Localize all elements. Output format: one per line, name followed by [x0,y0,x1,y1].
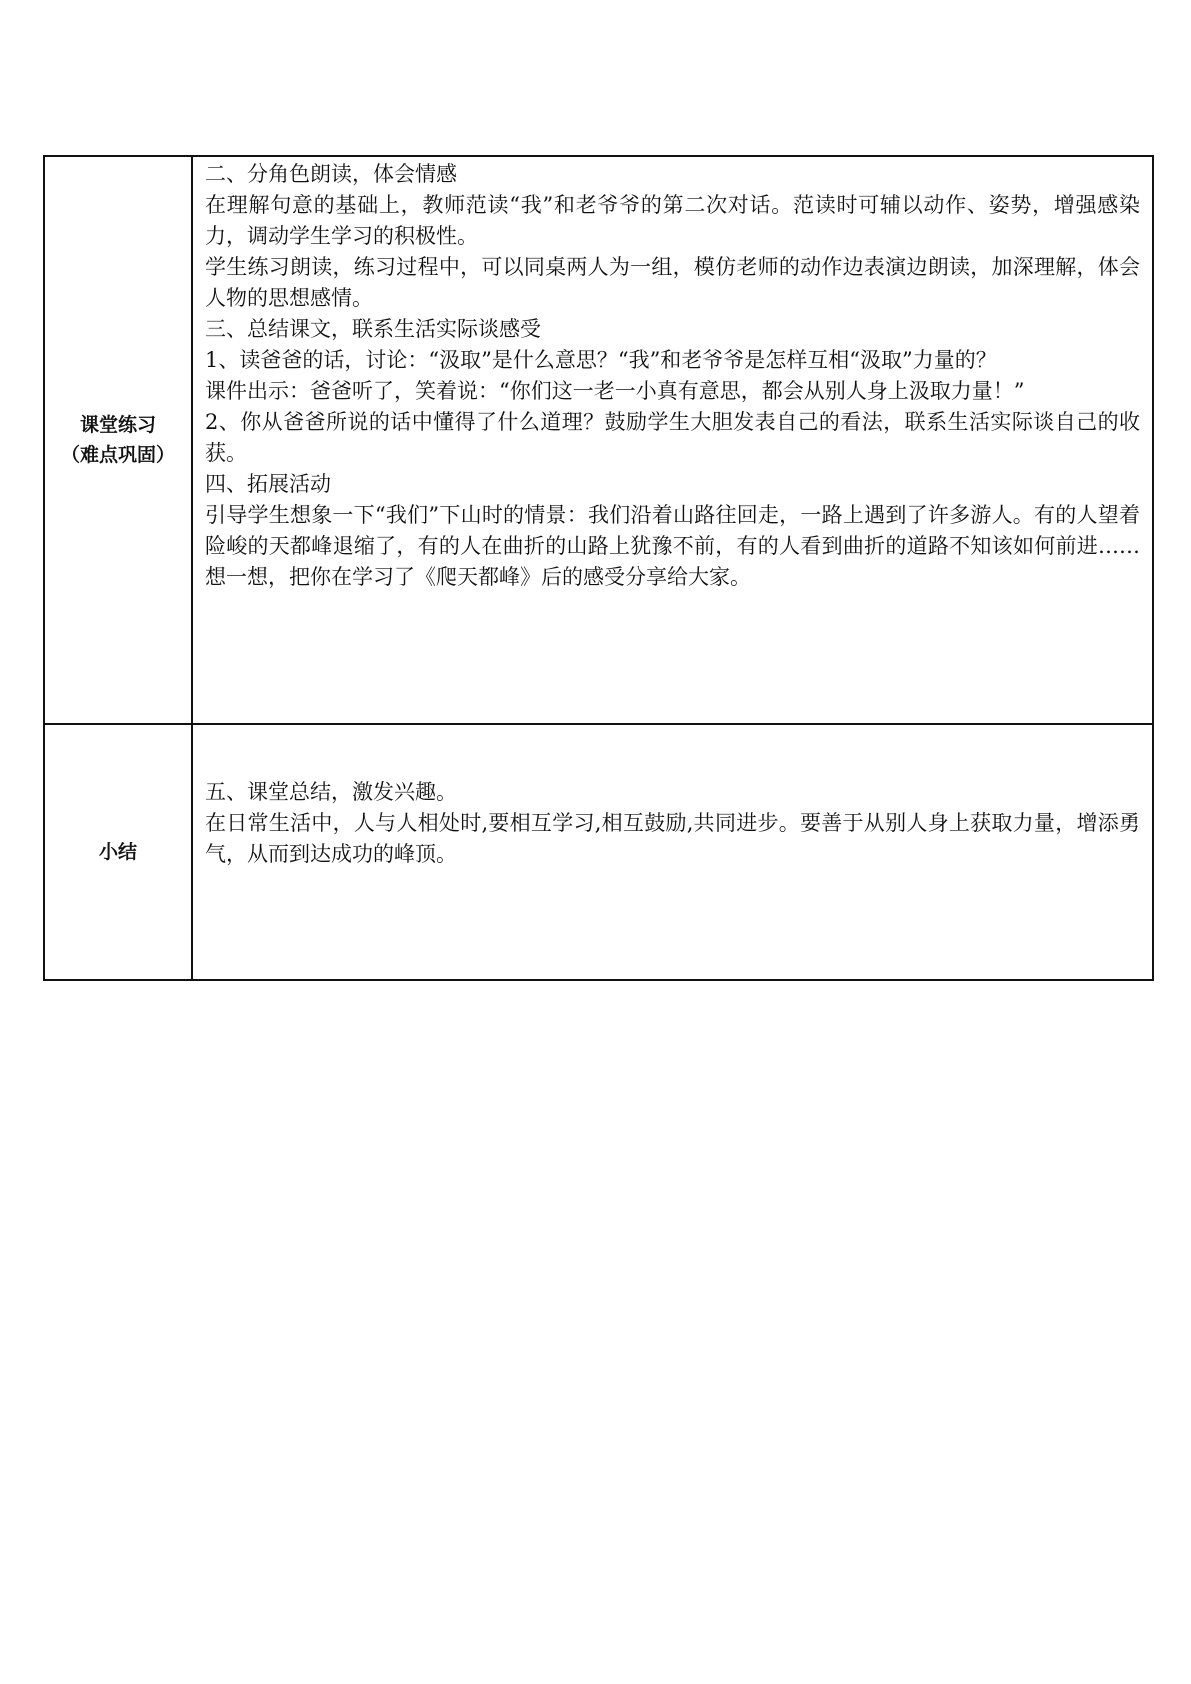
paragraph: 五、课堂总结，激发兴趣。 [205,780,457,804]
row-content-practice [192,156,1153,724]
paragraph: 1、读爸爸的话，讨论：“汲取”是什么意思？“我”和老爷爷是怎样互相“汲取”力量的？ [205,348,997,372]
row-content-summary [192,724,1153,980]
paragraph: 2、你从爸爸所说的话中懂得了什么道理？鼓励学生大胆发表自己的看法，联系生活实际谈自己的收获。 [205,410,1140,465]
paragraph: 二、分角色朗读，体会情感 [205,162,457,186]
paragraph: 在理解句意的基础上，教师范读“我”和老爷爷的第二次对话。范读时可辅以动作、姿势，增强感染力，调动学生学习的积极性。 [205,193,1140,248]
paragraph: 课件出示：爸爸听了，笑着说：“你们这一老一小真有意思，都会从别人身上汲取力量！” [205,379,1025,403]
paragraph: 在日常生活中，人与人相处时,要相互学习,相互鼓励,共同进步。要善于从别人身上获取力量，增添勇气，从而到达成功的峰顶。 [205,811,1140,866]
paragraph: 四、拓展活动 [205,472,331,496]
lesson-table [43,155,1154,981]
row-label-line: （难点巩固） [60,444,175,466]
table-row-practice [44,156,1153,724]
table-row-summary [44,724,1153,980]
row-label-line: 小结 [98,841,137,863]
paragraph: 引导学生想象一下“我们”下山时的情景：我们沿着山路往回走，一路上遇到了许多游人。有的人望着险峻的天都峰退缩了，有的人在曲折的山路上犹豫不前，有的人看到曲折的道路不知该如何前进……想一想，把你在学习了《爬天都峰》后的感受分享给大家。 [205,503,1140,589]
row-label-summary [44,724,192,980]
paragraph: 三、总结课文，联系生活实际谈感受 [205,317,541,341]
row-label-line: 课堂练习 [79,414,156,436]
paragraph: 学生练习朗读，练习过程中，可以同桌两人为一组，模仿老师的动作边表演边朗读，加深理解，体会人物的思想感情。 [205,255,1140,310]
row-label-practice [44,156,192,724]
